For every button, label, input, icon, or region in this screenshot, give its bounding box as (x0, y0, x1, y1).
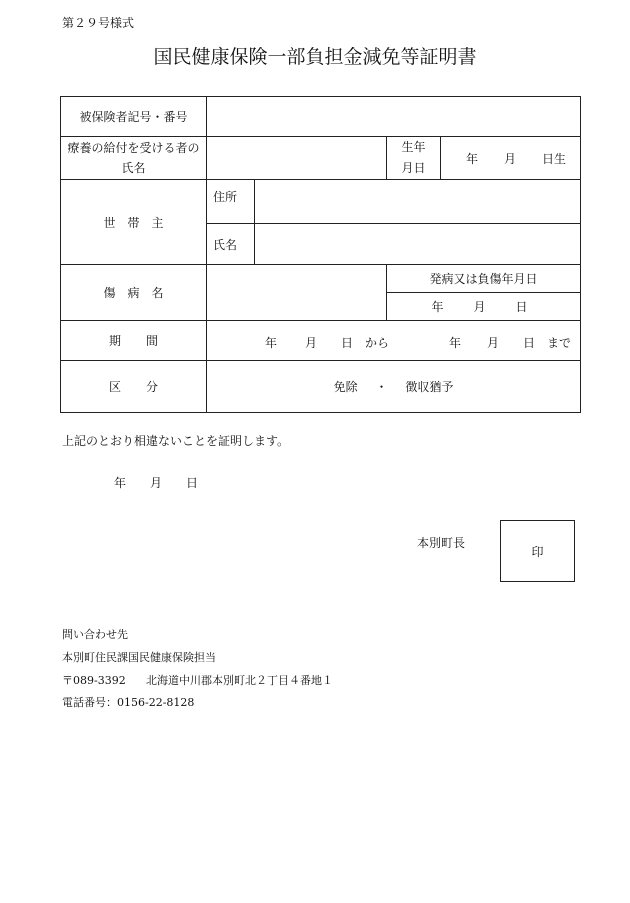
contact-address: 北海道中川郡本別町北２丁目４番地１ (146, 674, 333, 687)
certification-statement: 上記のとおり相違ないことを証明します。 (62, 434, 290, 448)
disease-name-field[interactable] (207, 265, 387, 321)
option-deferral[interactable]: 徴収猶予 (405, 380, 454, 394)
contact-department: 本別町住民課国民健康保険担当 (62, 651, 216, 664)
form-number: 第２９号様式 (62, 16, 135, 30)
row-disease (61, 265, 581, 293)
seal-box (500, 520, 575, 582)
householder-label: 世 帯 主 (61, 180, 207, 265)
contact-phone: 電話番号：0156-22-8128 (62, 696, 195, 709)
householder-name-field[interactable] (255, 224, 581, 265)
issue-day-label: 日 (186, 476, 199, 490)
row-insured-number (61, 97, 581, 137)
name-label: 氏名 (207, 224, 255, 265)
birth-date-field[interactable]: 年 月 日生 (441, 137, 581, 180)
contact-heading: 問い合わせ先 (62, 628, 128, 641)
seal-label: 印 (531, 544, 544, 559)
row-category (61, 361, 581, 413)
onset-date-field[interactable]: 年 月 日 (387, 293, 581, 321)
option-separator: ・ (375, 380, 388, 394)
insured-number-label: 被保険者記号・番号 (61, 97, 207, 137)
document-title: 国民健康保険一部負担金減免等証明書 (153, 46, 477, 68)
period-field[interactable]: 年 月 日 から 年 月 日 まで (207, 321, 581, 361)
option-exemption[interactable]: 免除 (333, 380, 358, 394)
address-label: 住所 (207, 180, 255, 224)
category-label: 区 分 (61, 361, 207, 413)
issue-month-label: 月 (150, 476, 163, 490)
contact-postal: 〒089-3392 (62, 674, 126, 687)
recipient-name-field[interactable] (207, 137, 387, 180)
row-period (61, 321, 581, 361)
row-recipient (61, 137, 581, 180)
birth-date-label: 生年 月日 (387, 137, 441, 180)
category-options (207, 361, 581, 413)
mayor-title: 本別町長 (417, 536, 466, 550)
recipient-name-label: 療養の給付を受ける者の 氏名 (61, 137, 207, 180)
row-householder-address (61, 180, 581, 224)
onset-date-label: 発病又は負傷年月日 (387, 265, 581, 293)
certificate-table (60, 96, 581, 413)
insured-number-field[interactable] (207, 97, 581, 137)
period-label: 期 間 (61, 321, 207, 361)
disease-name-label: 傷 病 名 (61, 265, 207, 321)
householder-address-field[interactable] (255, 180, 581, 224)
issue-year-label: 年 (114, 476, 127, 490)
